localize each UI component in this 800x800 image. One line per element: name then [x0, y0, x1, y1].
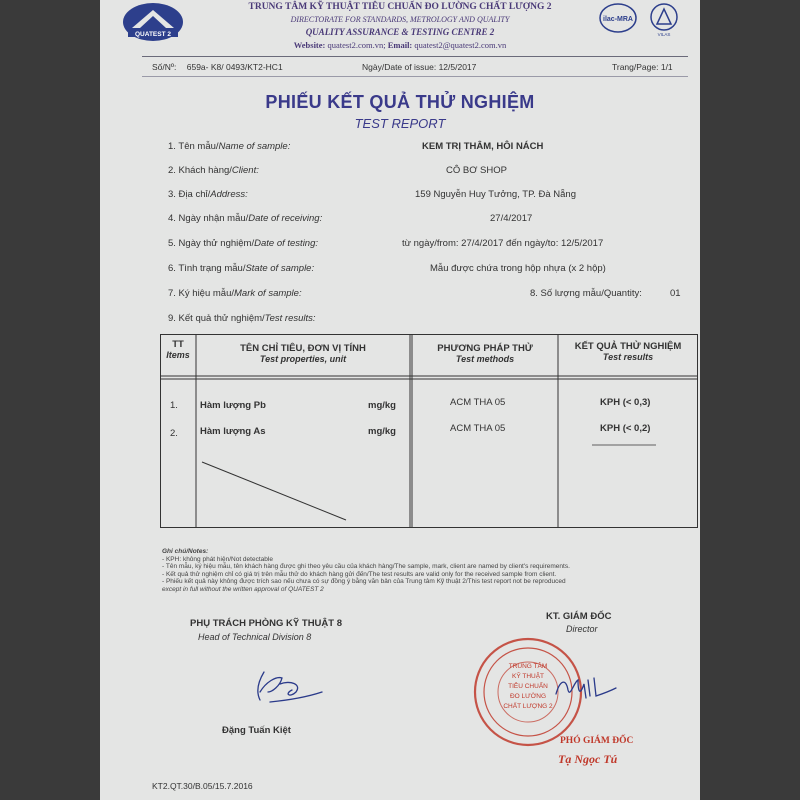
notes-section	[162, 548, 700, 594]
left-signature-mark	[250, 662, 330, 706]
field-label-date-receiving: 4. Ngày nhận mẫu/Date of receiving:	[168, 213, 323, 224]
field-value-date-receiving: 27/4/2017	[490, 213, 533, 224]
org-directorate: DIRECTORATE FOR STANDARDS, METROLOGY AND QUALITY	[290, 15, 510, 24]
header-results: KẾT QUẢ THỬ NGHIỆM Test results	[574, 341, 682, 362]
quatest2-logo-icon	[122, 2, 184, 42]
field-label-mark: 7. Ký hiệu mẫu/Mark of sample:	[168, 288, 302, 299]
page-number	[612, 62, 673, 72]
svg-text:CHẤT LƯỢNG 2: CHẤT LƯỢNG 2	[503, 703, 553, 710]
svg-text:TIÊU CHUẨN: TIÊU CHUẨN	[508, 683, 548, 690]
email-label: Email:	[387, 40, 413, 50]
accreditation-logos	[588, 2, 688, 38]
header-items: TT Items	[166, 339, 190, 360]
right-signatory-name: Tạ Ngọc Tú	[558, 752, 618, 766]
note-line: except in full without the written approval of QUATEST 2	[162, 585, 324, 593]
ilac-mra-text: ilac-MRA	[603, 16, 633, 23]
right-signature-mark	[550, 668, 620, 708]
row-1-name: Hàm lượng Pb	[200, 400, 266, 411]
number-label: Số/Nº:	[152, 62, 177, 72]
field-label-quantity: 8. Số lượng mẫu/Quantity:	[530, 288, 642, 299]
date-label: Ngày/Date of issue:	[362, 62, 437, 72]
svg-text:KỸ THUẬT: KỸ THUẬT	[511, 673, 545, 680]
field-value-state: Mẫu được chứa trong hộp nhựa (x 2 hộp)	[430, 263, 606, 274]
ilac-mra-logo-icon	[600, 4, 636, 32]
vilas-text: VILAS	[657, 32, 671, 37]
svg-text:ĐO LƯỜNG: ĐO LƯỜNG	[509, 693, 547, 700]
row-2-name: Hàm lượng As	[200, 426, 266, 437]
row-1-unit: mg/kg	[368, 400, 396, 411]
page-subtitle: TEST REPORT	[354, 116, 446, 131]
website-label: Website:	[293, 40, 326, 50]
logo-text: QUATEST 2	[135, 31, 171, 38]
field-value-date-testing: từ ngày/from: 27/4/2017 đến ngày/to: 12/5/2017	[402, 238, 604, 249]
page-value: 1/1	[660, 62, 673, 72]
field-label-address: 3. Địa chỉ/Address:	[168, 189, 248, 200]
form-code: KT2.QT.30/B.05/15.7.2016	[152, 781, 253, 791]
field-value-address: 159 Nguyễn Huy Tưởng, TP. Đà Nẵng	[415, 189, 576, 200]
row-2-unit: mg/kg	[368, 426, 396, 437]
website: quatest2.com.vn;	[327, 40, 386, 50]
field-value-sample-name: KEM TRỊ THÂM, HÔI NÁCH	[422, 141, 544, 152]
row-1-no: 1.	[170, 400, 178, 411]
row-2-no: 2.	[170, 428, 178, 439]
vilas-triangle-logo-icon	[651, 4, 677, 37]
right-signatory-role: PHÓ GIÁM ĐỐC	[560, 736, 634, 746]
results-table	[160, 334, 698, 528]
org-contact	[210, 40, 590, 50]
field-value-client: CÔ BƠ SHOP	[446, 165, 507, 176]
number-value: 659a- K8/ 0493/KT2-HC1	[186, 62, 283, 72]
issue-date	[362, 62, 476, 72]
field-label-state: 6. Tình trạng mẫu/State of sample:	[168, 263, 315, 274]
email: quatest2@quatest2.com.vn	[414, 40, 507, 50]
page-label: Trang/Page:	[612, 62, 659, 72]
org-name-en: QUALITY ASSURANCE & TESTING CENTRE 2	[305, 27, 495, 37]
header-divider	[142, 56, 688, 57]
field-value-quantity: 01	[670, 288, 681, 299]
row-1-result: KPH (< 0,3)	[600, 397, 651, 408]
note-line: - Kết quả thử nghiệm chỉ có giá trị trên mẫu thử do khách hàng gửi đến/The test results are valid only for the received sample from client.	[162, 570, 557, 578]
svg-text:TRUNG TÂM: TRUNG TÂM	[508, 663, 548, 670]
date-value: 12/5/2017	[438, 62, 477, 72]
note-line: - Phiếu kết quả này không được trích sao nếu chưa có sự đồng ý bằng văn bản của Trung tâm Kỹ thuật 2/This test report not be reproduced	[162, 578, 566, 586]
header-methods: PHƯƠNG PHÁP THỬ Test methods	[437, 343, 533, 364]
row-2-result: KPH (< 0,2)	[600, 423, 651, 434]
row-1-method: ACM THA 05	[450, 397, 506, 408]
page-title: PHIẾU KẾT QUẢ THỬ NGHIỆM	[265, 92, 535, 112]
empty-row-strike	[202, 462, 346, 520]
right-signatory-title: KT. GIÁM ĐỐC	[546, 611, 612, 622]
meta-divider	[142, 76, 688, 77]
field-label-client: 2. Khách hàng/Client:	[168, 165, 259, 176]
note-line: - Tên mẫu, ký hiệu mẫu, tên khách hàng được ghi theo yêu cầu của khách hàng/The sample, mark, client are named by client's requirements.	[162, 563, 570, 571]
note-line: - KPH: không phát hiện/Not detectable	[162, 555, 273, 563]
org-name-vi: TRUNG TÂM KỸ THUẬT TIÊU CHUẨN ĐO LƯỜNG CHẤT LƯỢNG 2	[248, 2, 552, 12]
field-label-results: 9. Kết quả thử nghiệm/Test results:	[168, 313, 316, 324]
left-signatory-title: PHỤ TRÁCH PHÒNG KỸ THUẬT 8	[190, 618, 343, 629]
notes-heading: Ghi chú/Notes:	[162, 548, 209, 555]
report-number	[152, 62, 283, 72]
left-signatory-name: Đặng Tuấn Kiệt	[222, 725, 291, 736]
field-label-date-testing: 5. Ngày thử nghiệm/Date of testing:	[168, 238, 319, 249]
row-2-method: ACM THA 05	[450, 423, 506, 434]
header-properties: TÊN CHỈ TIÊU, ĐƠN VỊ TÍNH Test properties, unit	[240, 343, 366, 364]
field-label-sample-name: 1. Tên mẫu/Name of sample:	[168, 141, 291, 152]
test-report-page	[100, 0, 700, 800]
left-signatory-subtitle: Head of Technical Division 8	[198, 632, 312, 642]
right-signatory-subtitle: Director	[566, 624, 598, 634]
